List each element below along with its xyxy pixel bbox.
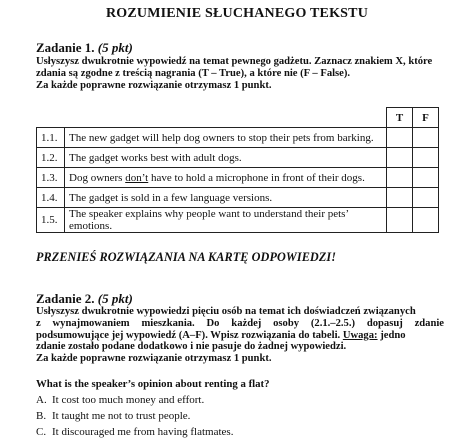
option-text: It taught me not to trust people. — [52, 410, 191, 422]
task2-instr-line: podsumowujące jej wypowiedź (A–F). Wpisz rozwiązania do tabeli. Uwaga: jedno — [36, 329, 406, 341]
task2-number: Zadanie 2. — [36, 291, 95, 306]
row-statement: The speaker explains why people want to understand their pets’ emotions. — [65, 208, 387, 233]
uwaga-label: Uwaga: — [342, 329, 378, 341]
task1-heading — [36, 40, 133, 56]
table-row — [37, 208, 439, 233]
answer-option[interactable] — [36, 410, 190, 422]
task2-points: (5 pkt) — [97, 291, 133, 306]
col-true-header: T — [387, 108, 413, 128]
task2-instructions — [36, 306, 444, 365]
row-number: 1.4. — [37, 188, 65, 208]
option-letter: B. — [36, 410, 47, 422]
table-row — [37, 128, 439, 148]
true-false-table — [36, 107, 439, 233]
row-statement: Dog owners don’t have to hold a microphone in front of their dogs. — [65, 168, 387, 188]
row-statement: The gadget works best with adult dogs. — [65, 148, 387, 168]
row-number: 1.3. — [37, 168, 65, 188]
option-text: It discouraged me from having flatmates. — [52, 426, 234, 438]
task1-instr-line: zdania są zgodne z treścią nagrania (T – True), a które nie (F – False). — [36, 67, 351, 79]
table-header-row — [37, 108, 439, 128]
answer-box-false[interactable] — [413, 128, 439, 148]
option-text: It cost too much money and effort. — [52, 394, 205, 406]
question-text: What is the speaker’s opinion about renting a flat? — [36, 378, 270, 390]
answer-option[interactable] — [36, 426, 233, 438]
task2-instr-line: Usłyszysz dwukrotnie wypowiedzi pięciu osób na temat ich doświadczeń związanych — [36, 306, 416, 317]
answer-box-false[interactable] — [413, 208, 439, 233]
row-number: 1.1. — [37, 128, 65, 148]
col-false-header: F — [413, 108, 439, 128]
task2-heading — [36, 291, 133, 307]
table-row — [37, 188, 439, 208]
option-letter: C. — [36, 426, 47, 438]
table-row — [37, 168, 439, 188]
table-row — [37, 148, 439, 168]
row-number: 1.5. — [37, 208, 65, 233]
answer-box-true[interactable] — [387, 188, 413, 208]
row-number: 1.2. — [37, 148, 65, 168]
task2-instr-line: Za każde poprawne rozwiązanie otrzymasz 1 punkt. — [36, 353, 272, 365]
transfer-note: PRZENIEŚ ROZWIĄZANIA NA KARTĘ ODPOWIEDZI! — [36, 250, 337, 264]
answer-option[interactable] — [36, 394, 204, 406]
task1-number: Zadanie 1. — [36, 40, 95, 55]
task1-instructions — [36, 56, 444, 91]
answer-box-true[interactable] — [387, 168, 413, 188]
task2-instr-line: zdanie zostało podane dodatkowo i nie pasuje do żadnej wypowiedzi. — [36, 341, 347, 353]
task1-points: (5 pkt) — [97, 40, 133, 55]
row-statement: The new gadget will help dog owners to stop their pets from barking. — [65, 128, 387, 148]
task1-instr-line: Usłyszysz dwukrotnie wypowiedź na temat pewnego gadżetu. Zaznacz znakiem X, które — [36, 56, 433, 67]
underlined-word: don’t — [125, 171, 149, 184]
answer-box-false[interactable] — [413, 188, 439, 208]
answer-box-true[interactable] — [387, 128, 413, 148]
option-letter: A. — [36, 394, 47, 406]
answer-box-false[interactable] — [413, 148, 439, 168]
answer-box-true[interactable] — [387, 208, 413, 233]
answer-box-false[interactable] — [413, 168, 439, 188]
row-statement: The gadget is sold in a few language versions. — [65, 188, 387, 208]
task2-instr-line: z wynajmowaniem mieszkania. Do każdej osoby (2.1.–2.5.) dopasuj zdanie — [36, 317, 444, 329]
answer-box-true[interactable] — [387, 148, 413, 168]
task1-instr-line: Za każde poprawne rozwiązanie otrzymasz 1 punkt. — [36, 79, 272, 91]
page-title: ROZUMIENIE SŁUCHANEGO TEKSTU — [105, 6, 369, 21]
